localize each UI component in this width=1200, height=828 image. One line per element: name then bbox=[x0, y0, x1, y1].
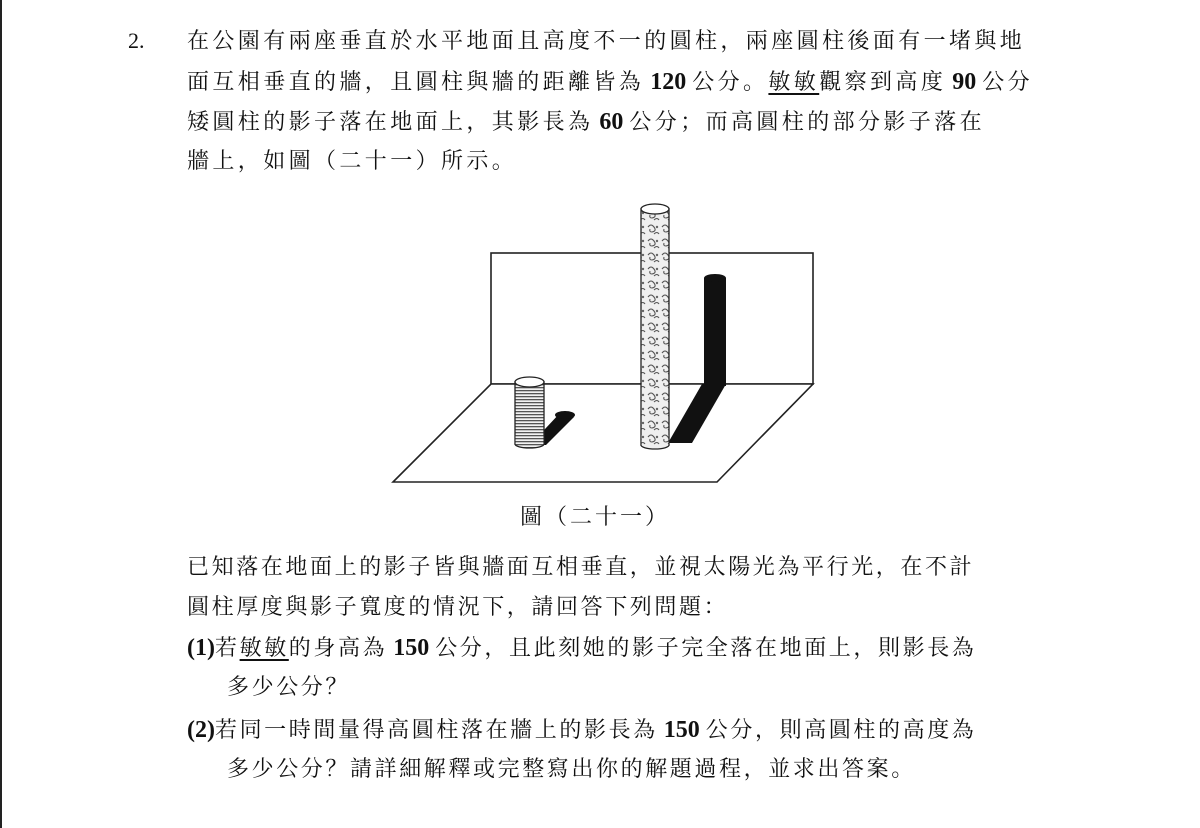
sub-question-text: 若同一時間量得高圓柱落在牆上的影長為 bbox=[214, 718, 658, 743]
intro-text: 矮圓柱的影子落在地面上，其影長為 bbox=[187, 110, 594, 135]
sub-question-1-line-2: 多少公分？ bbox=[227, 675, 351, 700]
intro-text: 公分；而高圓柱的部分影子落在 bbox=[629, 110, 986, 135]
sub-question-1-line-1 bbox=[187, 628, 1077, 668]
figure-caption: 圖（二十一） bbox=[520, 505, 671, 530]
sub-question-text: 公分，則高圓柱的高度為 bbox=[705, 718, 977, 743]
sub-question-marker: (1) bbox=[187, 635, 215, 661]
intro-line-2 bbox=[187, 62, 1077, 102]
short-shadow-length: 60 bbox=[599, 109, 624, 135]
wall-shadow-value: 150 bbox=[663, 717, 700, 743]
intro-text: 觀察到高度 bbox=[819, 70, 947, 95]
short-pillar-height: 90 bbox=[952, 69, 977, 95]
person-name: 敏敏 bbox=[239, 636, 289, 661]
intro-text: 公分 bbox=[982, 70, 1034, 95]
question-intro bbox=[187, 22, 1077, 182]
height-value: 150 bbox=[393, 635, 430, 661]
intro-line-1: 在公園有兩座垂直於水平地面且高度不一的圓柱，兩座圓柱後面有一堵與地 bbox=[187, 29, 1026, 54]
short-pillar bbox=[515, 377, 544, 448]
intro-text: 公分。 bbox=[692, 70, 769, 95]
person-name: 敏敏 bbox=[768, 70, 820, 95]
ground-plane bbox=[393, 384, 813, 482]
sub-question-text: 的身高為 bbox=[288, 636, 388, 661]
tall-pillar-wall-shadow bbox=[704, 278, 726, 386]
sub-question-text: 公分，且此刻她的影子完全落在地面上，則影長為 bbox=[435, 636, 977, 661]
sub-question-2 bbox=[187, 710, 1077, 790]
distance-value: 120 bbox=[650, 69, 687, 95]
sub-question-1 bbox=[187, 628, 1077, 708]
intro-text: 面互相垂直的牆，且圓柱與牆的距離皆為 bbox=[187, 70, 645, 95]
sub-question-text: 若 bbox=[214, 636, 240, 661]
conditions-line-1: 已知落在地面上的影子皆與牆面互相垂直，並視太陽光為平行光，在不計 bbox=[187, 555, 975, 580]
sub-question-2-line-2: 多少公分？請詳細解釋或完整寫出你的解題過程，並求出答案。 bbox=[227, 757, 916, 782]
conditions-text bbox=[187, 548, 1077, 628]
intro-line-4: 牆上，如圖（二十一）所示。 bbox=[187, 149, 518, 174]
page-left-border bbox=[0, 0, 2, 828]
conditions-line-2: 圓柱厚度與影子寬度的情況下，請回答下列問題： bbox=[187, 595, 729, 620]
figure-21-illustration bbox=[380, 195, 830, 490]
question-number: 2. bbox=[128, 28, 145, 53]
tall-pillar bbox=[641, 204, 669, 449]
intro-line-3 bbox=[187, 102, 1077, 142]
sub-question-marker: (2) bbox=[187, 717, 215, 743]
sub-question-2-line-1 bbox=[187, 710, 1077, 750]
